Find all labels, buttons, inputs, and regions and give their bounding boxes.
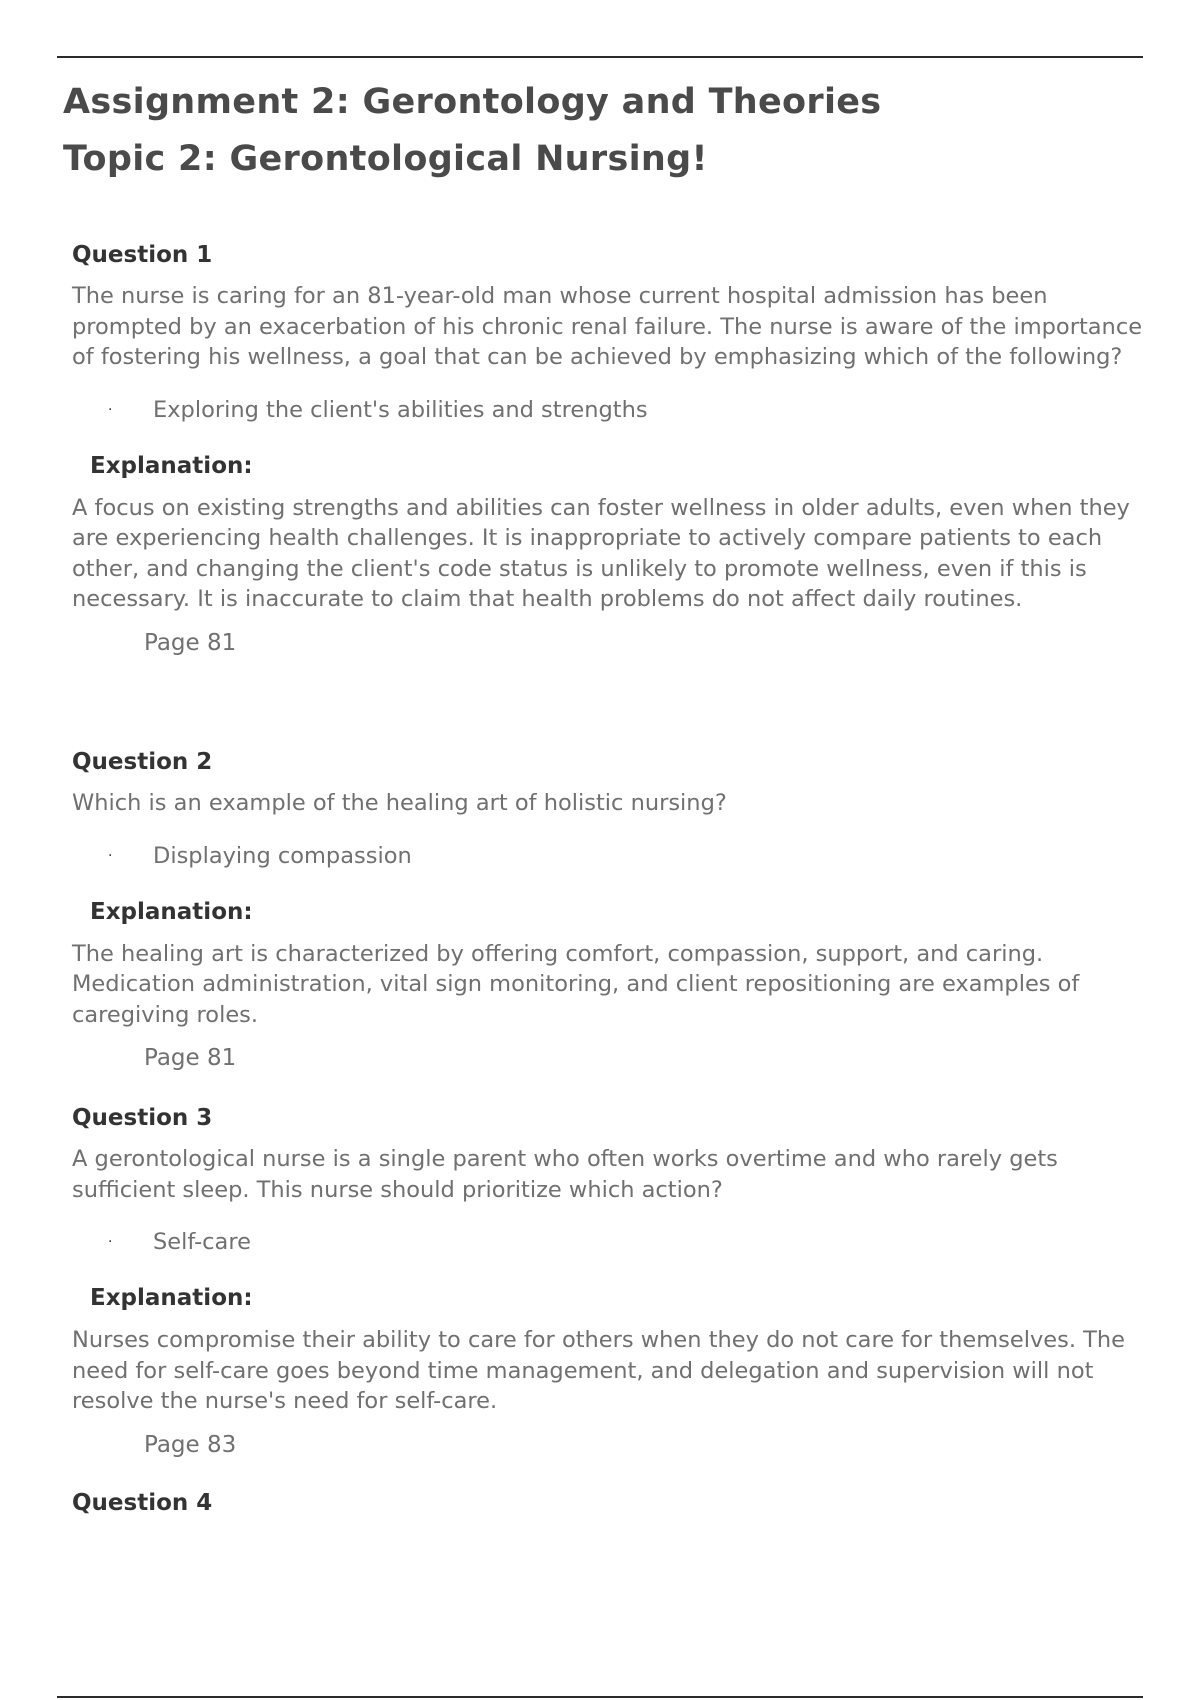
page-reference: Page 83 xyxy=(144,1431,237,1458)
question-text: Which is an example of the healing art of holistic nursing? xyxy=(72,790,727,816)
assignment-title: Assignment 2: Gerontology and Theories xyxy=(63,82,882,122)
answer-text: Exploring the client's abilities and strengths xyxy=(153,396,648,423)
answer-item xyxy=(108,395,1162,425)
explanation-heading: Explanation: xyxy=(90,1285,253,1311)
bottom-rule xyxy=(57,1696,1143,1698)
question-block-4 xyxy=(72,1486,1162,1520)
explanation-text: A focus on existing strengths and abilities can foster wellness in older adults, even when they are experiencing health challenges. It is inappropriate to actively compare patients to each other, and changing the client's code status is unlikely to promote wellness, even if this is necessary. It is inaccurate to claim that health problems do not affect daily routines. xyxy=(72,494,1130,612)
bullet-icon: · xyxy=(108,401,113,418)
question-block-1 xyxy=(72,238,1162,659)
explanation-text: The healing art is characterized by offering comfort, compassion, support, and caring. Medication administration, vital sign monitoring, and client repositioning are examples of caregiving roles. xyxy=(72,940,1080,1028)
bullet-icon: · xyxy=(108,847,113,864)
bullet-icon: · xyxy=(108,1234,113,1250)
page-reference: Page 81 xyxy=(144,629,237,656)
question-text: A gerontological nurse is a single parent who often works overtime and who rarely gets sufficient sleep. This nurse should prioritize which action? xyxy=(72,1146,1058,1203)
answer-text: Displaying compassion xyxy=(153,842,412,869)
answer-text: Self-care xyxy=(153,1229,251,1255)
question-text: The nurse is caring for an 81-year-old man whose current hospital admission has been prompted by an exacerbation of his chronic renal failure. The nurse is aware of the importance of fostering his wellness, a goal that can be achieved by emphasizing which of the following? xyxy=(72,283,1143,370)
question-block-3 xyxy=(72,1101,1162,1461)
question-heading: Question 2 xyxy=(72,749,213,775)
top-rule xyxy=(57,56,1143,58)
explanation-heading: Explanation: xyxy=(90,452,253,479)
topic-title: Topic 2: Gerontological Nursing! xyxy=(63,139,708,179)
question-heading: Question 1 xyxy=(72,242,213,268)
answer-item xyxy=(108,841,1162,871)
explanation-text: Nurses compromise their ability to care for others when they do not care for themselves. The need for self-care goes beyond time management, and delegation and supervision will not resolve the nurse's need for self-care. xyxy=(72,1327,1125,1414)
question-heading: Question 4 xyxy=(72,1490,213,1516)
explanation-heading: Explanation: xyxy=(90,898,253,925)
question-heading: Question 3 xyxy=(72,1105,213,1131)
page-reference: Page 81 xyxy=(144,1045,237,1071)
question-block-2 xyxy=(72,745,1162,1074)
answer-item xyxy=(108,1227,1162,1257)
